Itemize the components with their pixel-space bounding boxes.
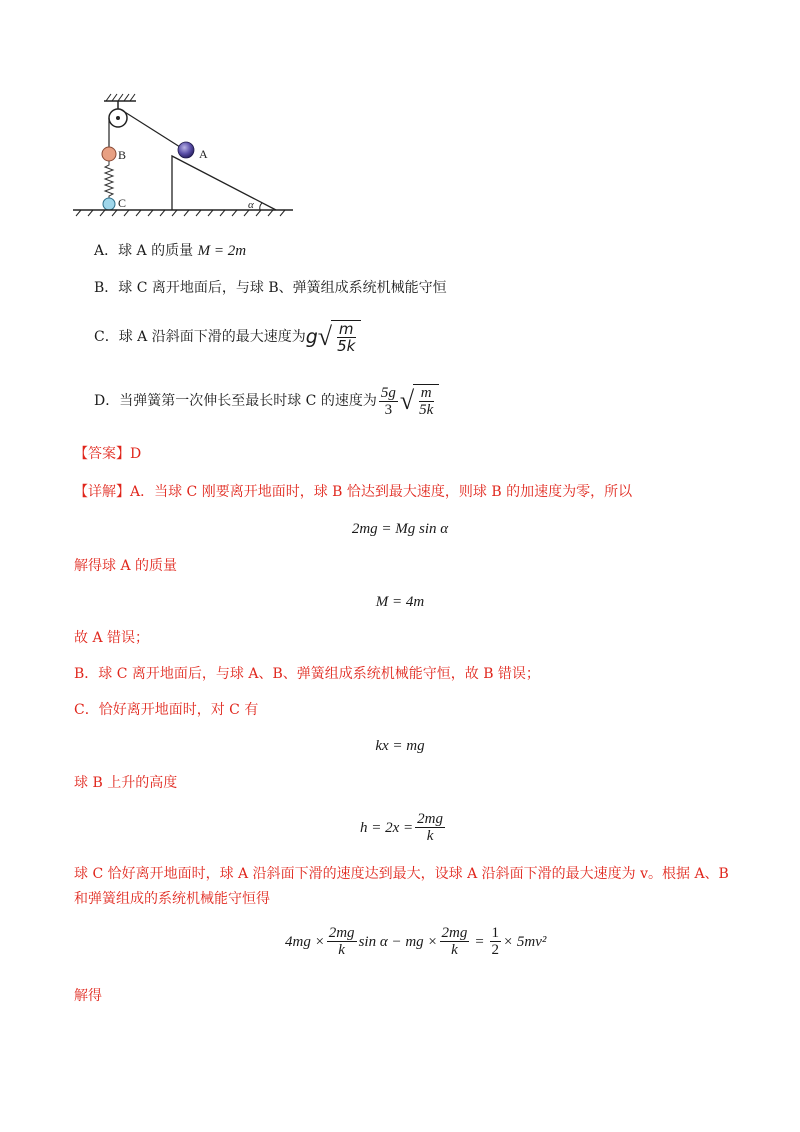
label-angle: α [248,199,254,211]
equation-4: h = 2x = $\frac{2mg}{k}$ [360,811,443,844]
option-c: C．球 A 沿斜面下滑的最大速度为 g √ $\frac{m}{5k}$ [94,320,361,354]
incline [172,156,276,210]
solution-line-5: C．恰好离开地面时，对 C 有 [74,702,259,718]
answer [74,444,141,464]
ball-b [102,147,116,161]
physics-diagram [68,92,298,222]
equation-5: 4mg × $\frac{2mg}{k}$ sin α − mg × $\frac{2mg}{k}$ = $\frac{1}{2}$ × 5mv² [285,925,547,958]
solution-label: 【详解】 [74,484,130,500]
answer-value: D [130,446,142,462]
solution-line-2: 解得球 A 的质量 [74,558,178,574]
ball-c [103,198,115,210]
option-a: A．球 A 的质量 M = 2m [94,243,247,259]
solution-line-3: 故 A 错误； [74,630,150,646]
ball-a [178,142,194,158]
equation-1: 2mg = Mg sin α [351,521,449,537]
label-a: A [199,147,208,161]
solution-line-8: 和弹簧组成的系统机械能守恒得 [74,891,270,907]
equation-2: M = 4m [375,594,425,610]
option-b: B．球 C 离开地面后，与球 B、弹簧组成系统机械能守恒 [94,280,447,296]
option-a-math: M = 2m [197,243,247,259]
equation-3: kx = mg [375,738,425,754]
spring [105,161,113,199]
solution-line-9: 解得 [74,988,102,1004]
answer-label: 【答案】 [74,446,130,462]
label-b: B [118,148,127,162]
solution-line-4: B．球 C 离开地面后，与球 A、B、弹簧组成系统机械能守恒，故 B 错误； [74,666,540,682]
label-c: C [118,196,127,210]
option-c-sqrt: √ $\frac{m}{5k}$ [318,320,362,354]
solution-line-7: 球 C 恰好离开地面时，球 A 沿斜面下滑的速度达到最大，设球 A 沿斜面下滑的最大速度为 v。根据 A、B [74,866,729,882]
solution-line-1: 【详解】A．当球 C 刚要离开地面时，球 B 恰达到最大速度，则球 B 的加速度为零，所以 [74,484,633,500]
option-d: D．当弹簧第一次伸长至最长时球 C 的速度为 $\frac{5g}{3}$ √ $\frac{m}{5k}$ [94,384,439,418]
solution-line-6: 球 B 上升的高度 [74,775,178,791]
option-d-sqrt: √ $\frac{m}{5k}$ [400,384,439,418]
